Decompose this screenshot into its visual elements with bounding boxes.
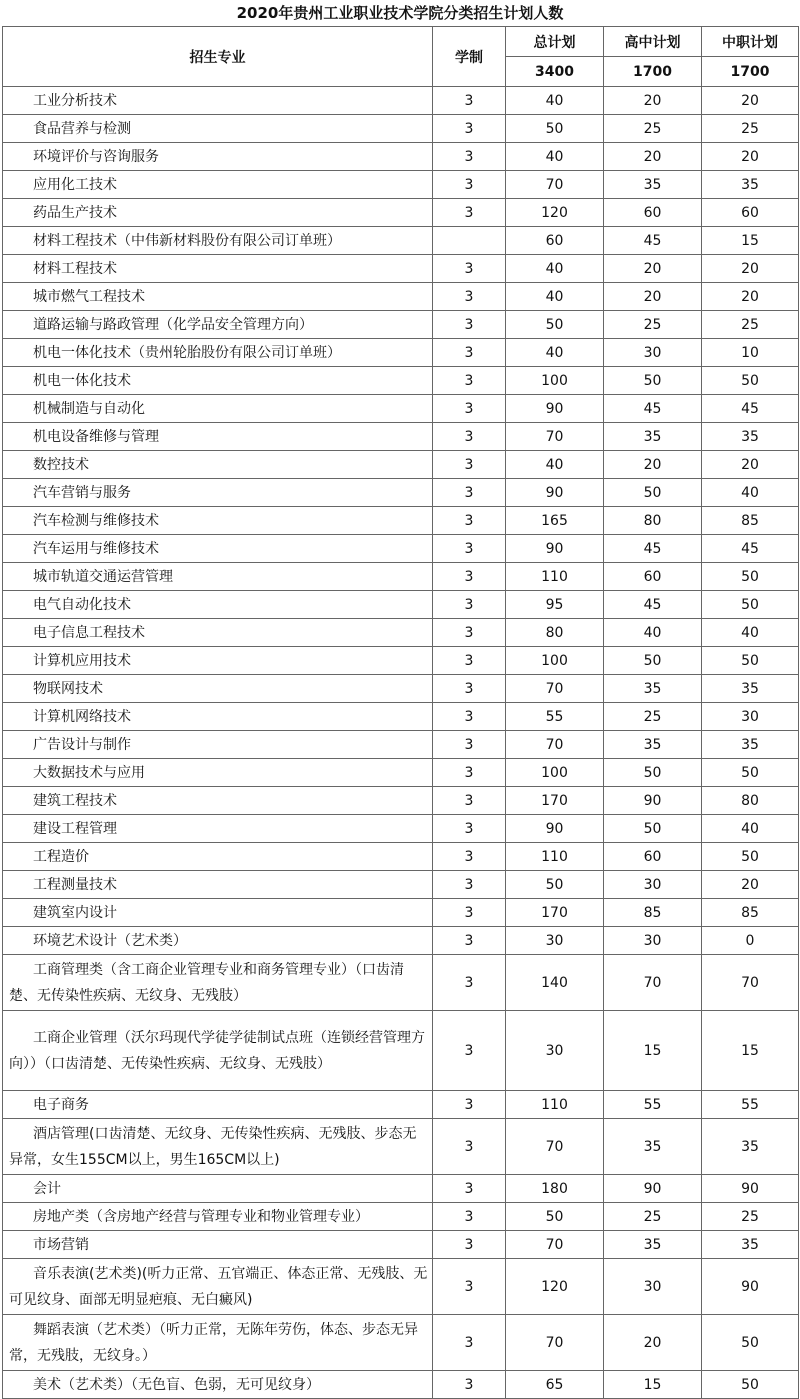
row-major: [3, 367, 433, 395]
row-major: [3, 1371, 433, 1399]
row-major: [3, 339, 433, 367]
header-voc: 中职计划: [702, 27, 799, 57]
row-years: 3: [433, 1011, 506, 1091]
row-voc: 30: [702, 703, 799, 731]
row-total: 65: [506, 1371, 604, 1399]
row-years: [433, 227, 506, 255]
row-years: 3: [433, 115, 506, 143]
row-total: 80: [506, 619, 604, 647]
row-major: [3, 1315, 433, 1371]
row-major: [3, 507, 433, 535]
row-voc: 50: [702, 843, 799, 871]
table-row: [3, 1231, 799, 1259]
row-voc: 35: [702, 675, 799, 703]
header-high: 高中计划: [604, 27, 702, 57]
row-major-text: 机械制造与自动化: [33, 400, 145, 417]
row-voc: 50: [702, 591, 799, 619]
row-voc: 60: [702, 199, 799, 227]
row-total: 40: [506, 87, 604, 115]
row-major-text: 美术（艺术类）（无色盲、色弱，无可见纹身）: [33, 1376, 320, 1393]
row-total: 90: [506, 479, 604, 507]
row-major: [3, 311, 433, 339]
row-high: 20: [604, 87, 702, 115]
row-high: 50: [604, 479, 702, 507]
table-row: [3, 843, 799, 871]
row-total: 100: [506, 367, 604, 395]
table-row: [3, 871, 799, 899]
row-major: [3, 1259, 433, 1315]
row-high: 35: [604, 171, 702, 199]
page-title: 2020年贵州工业职业技术学院分类招生计划人数: [236, 4, 564, 22]
row-high: 80: [604, 507, 702, 535]
header-years: 学制: [433, 27, 506, 87]
row-total: 40: [506, 339, 604, 367]
row-major: [3, 423, 433, 451]
row-high: 30: [604, 871, 702, 899]
table-row: [3, 563, 799, 591]
table-body: [3, 87, 799, 1399]
row-major: [3, 283, 433, 311]
table-row: [3, 115, 799, 143]
row-major: [3, 955, 433, 1011]
row-major-text: 环境评价与咨询服务: [33, 148, 159, 165]
enrollment-table: [2, 26, 799, 1399]
row-major: [3, 843, 433, 871]
row-high: 35: [604, 423, 702, 451]
row-total: 170: [506, 787, 604, 815]
row-major-text: 电子信息工程技术: [33, 624, 145, 641]
row-years: 3: [433, 955, 506, 1011]
row-total: 40: [506, 451, 604, 479]
row-high: 35: [604, 1119, 702, 1175]
table-row: [3, 1259, 799, 1315]
row-total: 100: [506, 647, 604, 675]
row-major: [3, 1011, 433, 1091]
row-voc: 35: [702, 423, 799, 451]
row-voc: 70: [702, 955, 799, 1011]
row-major: [3, 815, 433, 843]
row-high: 45: [604, 535, 702, 563]
row-voc: 25: [702, 115, 799, 143]
row-years: 3: [433, 647, 506, 675]
row-voc: 90: [702, 1259, 799, 1315]
row-major: [3, 115, 433, 143]
row-major: [3, 227, 433, 255]
row-high: 60: [604, 199, 702, 227]
row-major-text: 工程造价: [33, 848, 89, 865]
row-major: [3, 143, 433, 171]
row-major-text: 工商企业管理（沃尔玛现代学徒学徒制试点班（连锁经营管理方向））（口齿清楚、无传染性疾病、无纹身、无残肢）: [9, 1029, 425, 1072]
row-major-text: 建筑工程技术: [33, 792, 117, 809]
row-major: [3, 535, 433, 563]
row-high: 50: [604, 647, 702, 675]
row-total: 90: [506, 815, 604, 843]
row-high: 50: [604, 367, 702, 395]
row-high: 60: [604, 843, 702, 871]
row-voc: 35: [702, 1231, 799, 1259]
row-voc: 90: [702, 1175, 799, 1203]
row-major: [3, 563, 433, 591]
row-years: 3: [433, 619, 506, 647]
table-row: [3, 451, 799, 479]
table-row: [3, 1371, 799, 1399]
row-years: 3: [433, 1259, 506, 1315]
row-years: 3: [433, 731, 506, 759]
row-total: 120: [506, 1259, 604, 1315]
row-major-text: 汽车检测与维修技术: [33, 512, 159, 529]
table-row: [3, 703, 799, 731]
header-major: 招生专业: [3, 27, 433, 87]
row-major-text: 材料工程技术（中伟新材料股份有限公司订单班）: [33, 232, 341, 249]
row-voc: 20: [702, 143, 799, 171]
table-row: [3, 1091, 799, 1119]
row-years: 3: [433, 395, 506, 423]
row-voc: 50: [702, 367, 799, 395]
row-voc: 80: [702, 787, 799, 815]
row-total: 140: [506, 955, 604, 1011]
row-voc: 0: [702, 927, 799, 955]
row-major: [3, 787, 433, 815]
row-years: 3: [433, 283, 506, 311]
table-row: [3, 199, 799, 227]
row-voc: 35: [702, 1119, 799, 1175]
row-voc: 40: [702, 815, 799, 843]
row-total: 165: [506, 507, 604, 535]
row-voc: 25: [702, 311, 799, 339]
row-major: [3, 731, 433, 759]
row-voc: 35: [702, 171, 799, 199]
row-years: 3: [433, 1231, 506, 1259]
row-major-text: 机电一体化技术: [33, 372, 131, 389]
row-total: 100: [506, 759, 604, 787]
row-high: 25: [604, 311, 702, 339]
row-major-text: 酒店管理(口齿清楚、无纹身、无传染性疾病、无残肢、步态无异常，女生155CM以上，男生165CM以上): [9, 1125, 417, 1168]
row-total: 60: [506, 227, 604, 255]
row-major-text: 广告设计与制作: [33, 736, 131, 753]
row-major-text: 机电设备维修与管理: [33, 428, 159, 445]
row-voc: 25: [702, 1203, 799, 1231]
table-row: [3, 675, 799, 703]
row-major-text: 汽车运用与维修技术: [33, 540, 159, 557]
row-voc: 85: [702, 899, 799, 927]
row-major-text: 食品营养与检测: [33, 120, 131, 137]
row-total: 55: [506, 703, 604, 731]
row-major: [3, 759, 433, 787]
row-high: 15: [604, 1371, 702, 1399]
row-years: 3: [433, 311, 506, 339]
row-years: 3: [433, 1119, 506, 1175]
row-years: 3: [433, 535, 506, 563]
row-high: 60: [604, 563, 702, 591]
table-row: [3, 535, 799, 563]
row-total: 110: [506, 563, 604, 591]
row-years: 3: [433, 899, 506, 927]
row-years: 3: [433, 1091, 506, 1119]
row-total: 70: [506, 171, 604, 199]
row-years: 3: [433, 143, 506, 171]
row-voc: 15: [702, 227, 799, 255]
header-total-sum: 3400: [506, 57, 604, 87]
row-years: 3: [433, 339, 506, 367]
table-row: [3, 787, 799, 815]
row-years: 3: [433, 563, 506, 591]
row-voc: 20: [702, 451, 799, 479]
row-major-text: 工程测量技术: [33, 876, 117, 893]
row-voc: 85: [702, 507, 799, 535]
table-row: [3, 171, 799, 199]
row-high: 20: [604, 1315, 702, 1371]
row-years: 3: [433, 675, 506, 703]
row-years: 3: [433, 815, 506, 843]
row-total: 50: [506, 311, 604, 339]
row-years: 3: [433, 843, 506, 871]
row-high: 90: [604, 1175, 702, 1203]
row-high: 45: [604, 395, 702, 423]
row-high: 15: [604, 1011, 702, 1091]
row-voc: 20: [702, 255, 799, 283]
row-high: 45: [604, 227, 702, 255]
table-row: [3, 1175, 799, 1203]
table-row: [3, 479, 799, 507]
row-major: [3, 619, 433, 647]
header-total: 总计划: [506, 27, 604, 57]
row-high: 45: [604, 591, 702, 619]
row-total: 30: [506, 1011, 604, 1091]
row-years: 3: [433, 87, 506, 115]
row-total: 40: [506, 255, 604, 283]
table-row: [3, 395, 799, 423]
row-major: [3, 87, 433, 115]
row-major-text: 应用化工技术: [33, 176, 117, 193]
row-total: 70: [506, 1231, 604, 1259]
table-row: [3, 143, 799, 171]
table-row: [3, 423, 799, 451]
row-high: 70: [604, 955, 702, 1011]
row-major-text: 道路运输与路政管理（化学品安全管理方向）: [33, 316, 313, 333]
row-major-text: 舞蹈表演（艺术类）（听力正常，无陈年劳伤，体态、步态无异常，无残肢，无纹身。）: [9, 1321, 418, 1364]
row-voc: 15: [702, 1011, 799, 1091]
row-years: 3: [433, 423, 506, 451]
row-total: 110: [506, 1091, 604, 1119]
row-total: 70: [506, 731, 604, 759]
table-row: [3, 955, 799, 1011]
row-major: [3, 1231, 433, 1259]
row-voc: 20: [702, 87, 799, 115]
row-total: 70: [506, 423, 604, 451]
row-high: 20: [604, 255, 702, 283]
row-high: 30: [604, 339, 702, 367]
row-total: 180: [506, 1175, 604, 1203]
row-major: [3, 899, 433, 927]
row-voc: 20: [702, 871, 799, 899]
row-major: [3, 255, 433, 283]
row-years: 3: [433, 1175, 506, 1203]
table-row: [3, 1315, 799, 1371]
row-years: 3: [433, 451, 506, 479]
row-total: 110: [506, 843, 604, 871]
row-total: 90: [506, 535, 604, 563]
row-total: 50: [506, 1203, 604, 1231]
row-major-text: 大数据技术与应用: [33, 764, 145, 781]
row-major-text: 物联网技术: [33, 680, 103, 697]
row-total: 40: [506, 143, 604, 171]
row-voc: 45: [702, 395, 799, 423]
row-major-text: 市场营销: [33, 1236, 89, 1253]
row-major-text: 音乐表演(艺术类)(听力正常、五官端正、体态正常、无残肢、无可见纹身、面部无明显疤痕、无白癜风): [9, 1265, 428, 1308]
row-years: 3: [433, 927, 506, 955]
row-high: 25: [604, 1203, 702, 1231]
row-high: 20: [604, 283, 702, 311]
row-years: 3: [433, 479, 506, 507]
row-major: [3, 871, 433, 899]
row-years: 3: [433, 1371, 506, 1399]
row-voc: 40: [702, 479, 799, 507]
row-total: 95: [506, 591, 604, 619]
row-major: [3, 927, 433, 955]
row-high: 25: [604, 703, 702, 731]
row-major-text: 数控技术: [33, 456, 89, 473]
row-major: [3, 1091, 433, 1119]
row-years: 3: [433, 199, 506, 227]
table-row: [3, 815, 799, 843]
header-high-sum: 1700: [604, 57, 702, 87]
row-major: [3, 591, 433, 619]
table-row: [3, 339, 799, 367]
row-total: 120: [506, 199, 604, 227]
row-major-text: 工业分析技术: [33, 92, 117, 109]
row-major-text: 会计: [33, 1180, 61, 1197]
row-voc: 40: [702, 619, 799, 647]
row-voc: 35: [702, 731, 799, 759]
table-row: [3, 1203, 799, 1231]
row-major-text: 工商管理类（含工商企业管理专业和商务管理专业）（口齿清楚、无传染性疾病、无纹身、无残肢）: [9, 961, 404, 1004]
row-years: 3: [433, 703, 506, 731]
row-major-text: 电子商务: [33, 1096, 89, 1113]
row-major-text: 材料工程技术: [33, 260, 117, 277]
row-major-text: 建筑室内设计: [33, 904, 117, 921]
table-row: [3, 759, 799, 787]
row-high: 50: [604, 759, 702, 787]
row-high: 90: [604, 787, 702, 815]
row-years: 3: [433, 1315, 506, 1371]
row-high: 25: [604, 115, 702, 143]
row-total: 70: [506, 1315, 604, 1371]
table-header: [3, 27, 799, 87]
row-years: 3: [433, 591, 506, 619]
row-major: [3, 647, 433, 675]
table-row: [3, 927, 799, 955]
table-row: [3, 311, 799, 339]
table-row: [3, 507, 799, 535]
table-row: [3, 255, 799, 283]
row-total: 70: [506, 675, 604, 703]
row-total: 40: [506, 283, 604, 311]
row-total: 90: [506, 395, 604, 423]
row-voc: 10: [702, 339, 799, 367]
table-row: [3, 1119, 799, 1175]
row-major: [3, 703, 433, 731]
row-major-text: 计算机应用技术: [33, 652, 131, 669]
row-high: 85: [604, 899, 702, 927]
row-high: 40: [604, 619, 702, 647]
row-high: 30: [604, 927, 702, 955]
row-high: 20: [604, 451, 702, 479]
row-major: [3, 479, 433, 507]
row-major-text: 城市轨道交通运营管理: [33, 568, 173, 585]
row-major: [3, 395, 433, 423]
row-high: 55: [604, 1091, 702, 1119]
row-high: 20: [604, 143, 702, 171]
table-row: [3, 283, 799, 311]
row-major: [3, 675, 433, 703]
table-row: [3, 731, 799, 759]
row-voc: 20: [702, 283, 799, 311]
row-years: 3: [433, 255, 506, 283]
row-voc: 45: [702, 535, 799, 563]
row-major-text: 建设工程管理: [33, 820, 117, 837]
table-row: [3, 367, 799, 395]
row-major-text: 药品生产技术: [33, 204, 117, 221]
row-total: 50: [506, 871, 604, 899]
table-row: [3, 87, 799, 115]
row-major-text: 城市燃气工程技术: [33, 288, 145, 305]
header-voc-sum: 1700: [702, 57, 799, 87]
row-voc: 50: [702, 647, 799, 675]
row-total: 50: [506, 115, 604, 143]
row-major-text: 环境艺术设计（艺术类）: [33, 932, 187, 949]
row-total: 30: [506, 927, 604, 955]
row-high: 30: [604, 1259, 702, 1315]
row-major: [3, 1119, 433, 1175]
table-row: [3, 899, 799, 927]
row-major-text: 房地产类（含房地产经营与管理专业和物业管理专业）: [33, 1208, 369, 1225]
row-total: 70: [506, 1119, 604, 1175]
row-years: 3: [433, 759, 506, 787]
row-voc: 50: [702, 1371, 799, 1399]
row-high: 50: [604, 815, 702, 843]
row-years: 3: [433, 787, 506, 815]
table-row: [3, 619, 799, 647]
row-major-text: 汽车营销与服务: [33, 484, 131, 501]
table-row: [3, 647, 799, 675]
row-major: [3, 171, 433, 199]
row-major: [3, 451, 433, 479]
row-voc: 50: [702, 759, 799, 787]
row-years: 3: [433, 507, 506, 535]
row-major: [3, 199, 433, 227]
row-voc: 50: [702, 1315, 799, 1371]
row-major-text: 计算机网络技术: [33, 708, 131, 725]
row-voc: 55: [702, 1091, 799, 1119]
row-major-text: 电气自动化技术: [33, 596, 131, 613]
row-high: 35: [604, 731, 702, 759]
table-row: [3, 591, 799, 619]
row-years: 3: [433, 871, 506, 899]
row-voc: 50: [702, 563, 799, 591]
row-major: [3, 1203, 433, 1231]
row-years: 3: [433, 1203, 506, 1231]
row-major-text: 机电一体化技术（贵州轮胎股份有限公司订单班）: [33, 344, 341, 361]
row-years: 3: [433, 171, 506, 199]
table-row: [3, 227, 799, 255]
row-high: 35: [604, 1231, 702, 1259]
row-high: 35: [604, 675, 702, 703]
row-total: 170: [506, 899, 604, 927]
table-row: [3, 1011, 799, 1091]
row-major: [3, 1175, 433, 1203]
row-years: 3: [433, 367, 506, 395]
